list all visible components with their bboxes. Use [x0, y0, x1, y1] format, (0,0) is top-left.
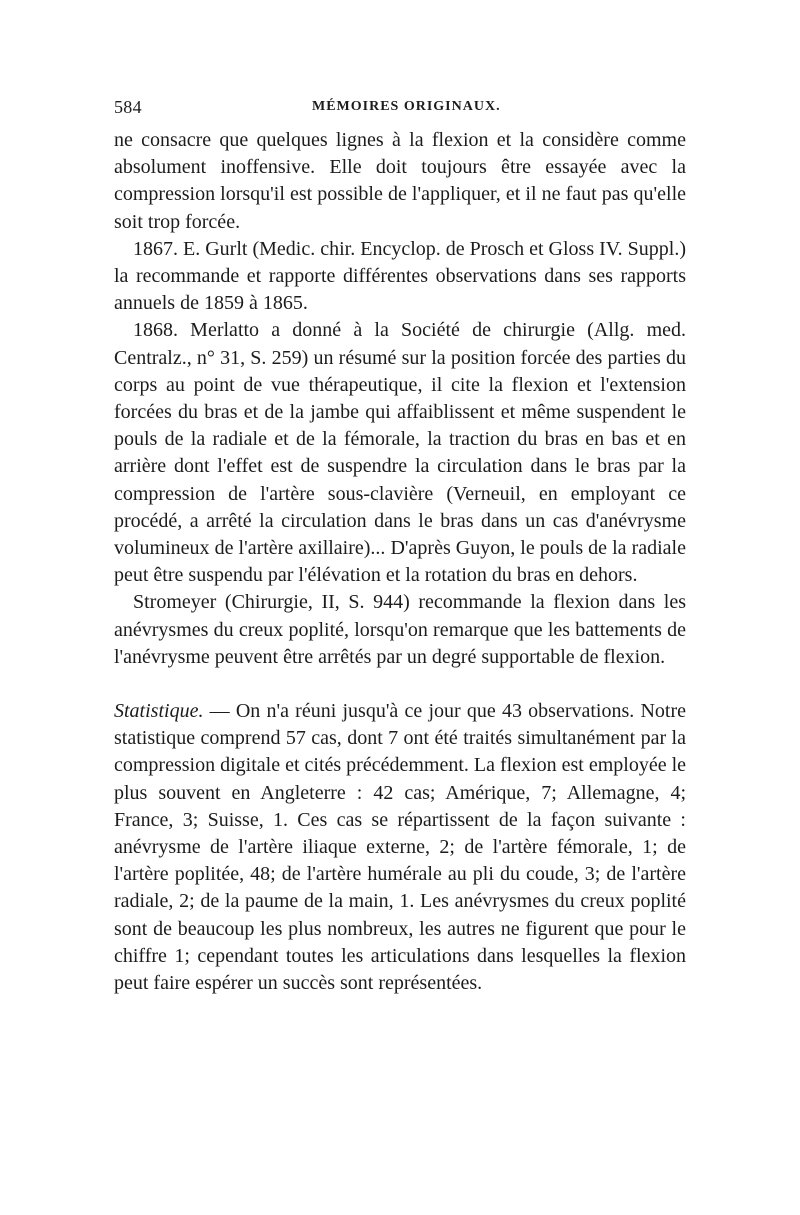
running-title: MÉMOIRES ORIGINAUX.: [312, 99, 501, 114]
body-text: [114, 127, 686, 997]
paragraph-statistique: [114, 698, 686, 997]
document-page: [114, 97, 686, 997]
paragraph-1: ne consacre que quelques lignes à la flexion et la considère comme absolument inoffensive. Elle doit toujours être essayée avec la compression lorsqu'il est possible de l'appliquer, et il ne faut pas qu'elle soit trop forcée.: [114, 129, 686, 233]
page-header: [114, 97, 686, 127]
paragraph-merlatto: 1868. Merlatto a donné à la Société de chirurgie (Allg. med. Centralz., n° 31, S. 259) un résumé sur la position forcée des parties du corps au point de vue thérapeutique, il cite la flexion et l'extension forcées du bras et de la jambe qui affaiblissent et même suspendent le pouls de la radiale et de la fémorale, la traction du bras en bas et en arrière dont l'effet est de suspendre la circulation dans le bras par la compression de l'artère sous-clavière (Verneuil, en employant ce procédé, a arrêté la circulation dans le bras dans un cas d'anévrysme volumineux de l'artère axillaire)... D'après Guyon, le pouls de la radiale peut être suspendu par l'élévation et la rotation du bras en dehors.: [114, 319, 686, 587]
page-number: 584: [114, 97, 142, 117]
statistique-text: — On n'a réuni jusqu'à ce jour que 43 observations. Notre statistique comprend 57 cas, dont 7 ont été traités simultanément par la compression digitale et cités précédemment. La flexion est employée le plus souvent en Angleterre : 42 cas; Amérique, 7; Allemagne, 4; France, 3; Suisse, 1. Ces cas se répartissent de la façon suivante : anévrysme de l'artère iliaque externe, 2; de l'artère fémorale, 1; de l'artère poplitée, 48; de l'artère humérale au pli du coude, 3; de l'artère radiale, 2; de la paume de la main, 1. Les anévrysmes du creux poplité sont de beaucoup les plus nombreux, les autres ne figurent que pour le chiffre 1; cependant toutes les articulations dans lesquelles la flexion peut faire espérer un succès sont représentées.: [114, 700, 687, 995]
paragraph-stromeyer: Stromeyer (Chirurgie, II, S. 944) recommande la flexion dans les anévrysmes du creux poplité, lorsqu'on remarque que les battements de l'anévrysme peuvent être arrêtés par un degré supportable de flexion.: [114, 591, 686, 668]
statistique-heading: Statistique.: [114, 700, 204, 723]
paragraph-gurlt: 1867. E. Gurlt (Medic. chir. Encyclop. de Prosch et Gloss IV. Suppl.) la recommande et rapporte différentes observations dans ses rapports annuels de 1859 à 1865.: [114, 237, 686, 315]
